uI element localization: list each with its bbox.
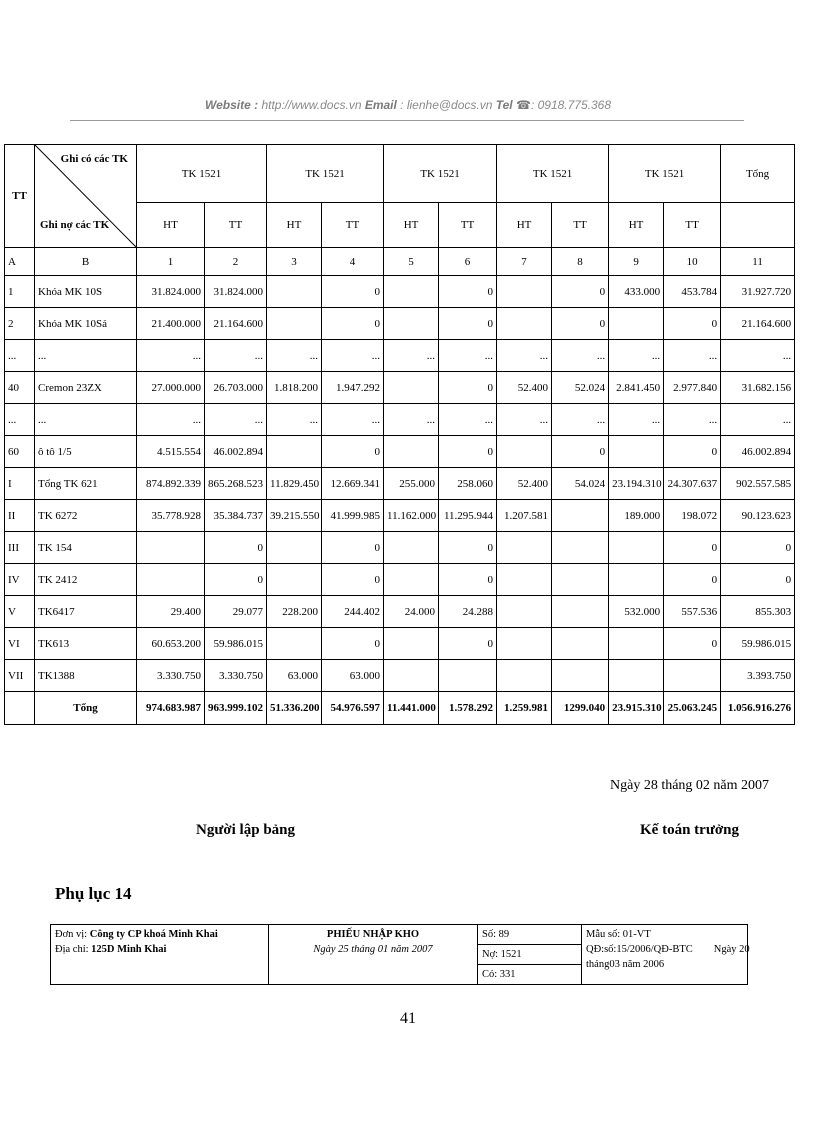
row-value: ...	[439, 340, 497, 372]
row-value: 0	[322, 628, 384, 660]
row-value: 0	[439, 628, 497, 660]
row-value	[609, 308, 664, 340]
column-index: B	[35, 248, 137, 276]
column-index: 11	[721, 248, 795, 276]
group-header: TK 1521	[384, 145, 497, 203]
subcolumn-header: TT	[322, 203, 384, 248]
row-item: ô tô 1/5	[35, 436, 137, 468]
row-value: 90.123.623	[721, 500, 795, 532]
total-header: Tổng	[721, 145, 795, 203]
diagonal-header-cell	[35, 145, 137, 248]
column-index: 10	[664, 248, 721, 276]
row-value: 46.002.894	[205, 436, 267, 468]
row-value: 258.060	[439, 468, 497, 500]
row-value: ...	[497, 404, 552, 436]
row-value: 0	[205, 532, 267, 564]
row-value: 12.669.341	[322, 468, 384, 500]
row-value: 11.829.450	[267, 468, 322, 500]
column-index: 9	[609, 248, 664, 276]
table-row	[5, 596, 795, 628]
row-number: 40	[5, 372, 35, 404]
row-item: TK 2412	[35, 564, 137, 596]
total-value	[5, 692, 35, 725]
row-value: 0	[664, 308, 721, 340]
row-value: ...	[137, 404, 205, 436]
row-value: ...	[439, 404, 497, 436]
row-value	[609, 532, 664, 564]
row-value: 0	[552, 276, 609, 308]
row-item: ...	[35, 340, 137, 372]
row-value	[267, 436, 322, 468]
row-value: 557.536	[664, 596, 721, 628]
row-value: 46.002.894	[721, 436, 795, 468]
row-value: ...	[322, 404, 384, 436]
row-value	[384, 628, 439, 660]
row-value	[384, 660, 439, 692]
row-value	[267, 308, 322, 340]
row-value	[609, 628, 664, 660]
receipt-debit: Nợ: 1521	[478, 945, 581, 965]
row-item: Khóa MK 10S	[35, 276, 137, 308]
row-value: 0	[664, 628, 721, 660]
row-value: 23.194.310	[609, 468, 664, 500]
address-label: Địa chỉ:	[55, 944, 92, 955]
address-value: 125D Minh Khai	[91, 944, 167, 955]
total-value: 1.578.292	[439, 692, 497, 725]
row-value	[137, 564, 205, 596]
row-value: 255.000	[384, 468, 439, 500]
row-value: 0	[439, 436, 497, 468]
subcolumn-header	[721, 203, 795, 248]
row-value	[664, 660, 721, 692]
row-value: ...	[552, 404, 609, 436]
row-value: ...	[552, 340, 609, 372]
subcolumn-header: HT	[267, 203, 322, 248]
row-value: 433.000	[609, 276, 664, 308]
subcolumn-header: HT	[137, 203, 205, 248]
column-index: 8	[552, 248, 609, 276]
row-value	[497, 308, 552, 340]
row-item: Khóa MK 10Sả	[35, 308, 137, 340]
tt-header: TT	[5, 145, 35, 248]
row-value: 3.330.750	[137, 660, 205, 692]
row-value: ...	[267, 404, 322, 436]
table-row	[5, 340, 795, 372]
subcolumn-header: HT	[497, 203, 552, 248]
chief-accountant-label: Kế toán trưởng	[640, 822, 739, 838]
total-value: 11.441.000	[384, 692, 439, 725]
row-value: 0	[439, 276, 497, 308]
row-value: 31.682.156	[721, 372, 795, 404]
table-row	[5, 404, 795, 436]
column-index: 5	[384, 248, 439, 276]
row-value: 855.303	[721, 596, 795, 628]
row-value: 0	[439, 372, 497, 404]
row-number: IV	[5, 564, 35, 596]
row-value: 2.977.840	[664, 372, 721, 404]
row-item: TK1388	[35, 660, 137, 692]
page-header	[0, 98, 816, 112]
receipt-unit-cell	[51, 925, 269, 985]
total-row	[5, 692, 795, 725]
row-value: 0	[322, 308, 384, 340]
row-value	[497, 660, 552, 692]
receipt-title: PHIẾU NHẬP KHO	[326, 929, 420, 940]
row-value	[384, 276, 439, 308]
row-value: 0	[721, 564, 795, 596]
row-value: 0	[322, 276, 384, 308]
row-value: 0	[664, 436, 721, 468]
row-value: 24.307.637	[664, 468, 721, 500]
row-value	[609, 660, 664, 692]
row-value: 39.215.550	[267, 500, 322, 532]
row-value	[384, 308, 439, 340]
row-value: 189.000	[609, 500, 664, 532]
row-value	[609, 564, 664, 596]
row-value: 228.200	[267, 596, 322, 628]
unit-label: Đơn vị:	[55, 929, 90, 940]
row-value: 198.072	[664, 500, 721, 532]
row-value: 3.330.750	[205, 660, 267, 692]
row-number: VI	[5, 628, 35, 660]
subcolumn-header: TT	[205, 203, 267, 248]
row-value: ...	[384, 404, 439, 436]
row-value	[552, 564, 609, 596]
row-value: 0	[664, 532, 721, 564]
row-value: 11.295.944	[439, 500, 497, 532]
row-number: II	[5, 500, 35, 532]
credit-accounts-label: Ghi có các TK	[60, 153, 128, 165]
row-value: 24.000	[384, 596, 439, 628]
row-value: 52.024	[552, 372, 609, 404]
row-value	[384, 372, 439, 404]
subcolumn-header: HT	[609, 203, 664, 248]
group-header: TK 1521	[137, 145, 267, 203]
row-value: 532.000	[609, 596, 664, 628]
row-value: 52.400	[497, 372, 552, 404]
row-item: Cremon 23ZX	[35, 372, 137, 404]
row-value	[497, 596, 552, 628]
row-value: 1.207.581	[497, 500, 552, 532]
table-row	[5, 660, 795, 692]
row-value: 865.268.523	[205, 468, 267, 500]
email-label: Email	[364, 98, 397, 112]
email-value: : lienhe@docs.vn	[396, 98, 496, 112]
row-value: 54.024	[552, 468, 609, 500]
table-row	[5, 628, 795, 660]
receipt-accounts-cell	[478, 925, 582, 985]
total-value: 23.915.310	[609, 692, 664, 725]
row-item: ...	[35, 404, 137, 436]
row-value: 0	[439, 532, 497, 564]
receipt-header-table	[50, 924, 748, 985]
receipt-title-cell	[269, 925, 478, 985]
row-value: 52.400	[497, 468, 552, 500]
table-row	[5, 532, 795, 564]
signature-date: Ngày 28 tháng 02 năm 2007	[610, 778, 770, 793]
row-value: ...	[205, 404, 267, 436]
column-index: A	[5, 248, 35, 276]
preparer-label: Người lập bảng	[196, 822, 296, 838]
row-value: 244.402	[322, 596, 384, 628]
row-item: Tổng TK 621	[35, 468, 137, 500]
column-index: 6	[439, 248, 497, 276]
row-value	[267, 628, 322, 660]
row-value: ...	[137, 340, 205, 372]
row-value: 63.000	[267, 660, 322, 692]
decision-date: tháng03 năm 2006	[586, 959, 665, 970]
receipt-form-cell	[582, 925, 748, 985]
website-label: Website :	[204, 98, 259, 112]
row-number: 60	[5, 436, 35, 468]
row-value: ...	[322, 340, 384, 372]
row-number: ...	[5, 340, 35, 372]
appendix-title: Phụ lục 14	[55, 884, 132, 903]
row-value	[552, 660, 609, 692]
row-value: 29.400	[137, 596, 205, 628]
row-value: ...	[609, 404, 664, 436]
row-value	[497, 436, 552, 468]
row-value	[137, 532, 205, 564]
row-value	[497, 276, 552, 308]
row-value	[439, 660, 497, 692]
receipt-credit: Có: 331	[482, 969, 516, 980]
total-value: 1.259.981	[497, 692, 552, 725]
row-value: 27.000.000	[137, 372, 205, 404]
row-value: 453.784	[664, 276, 721, 308]
row-value	[552, 500, 609, 532]
row-value: ...	[721, 404, 795, 436]
row-value: 0	[664, 564, 721, 596]
row-number: 1	[5, 276, 35, 308]
row-item: TK 6272	[35, 500, 137, 532]
row-value	[384, 436, 439, 468]
row-number: ...	[5, 404, 35, 436]
row-value: 874.892.339	[137, 468, 205, 500]
row-value: 35.778.928	[137, 500, 205, 532]
header-row-index	[5, 248, 795, 276]
table-row	[5, 564, 795, 596]
unit-value: Công ty CP khoá Minh Khai	[89, 929, 218, 940]
row-value: ...	[664, 340, 721, 372]
subcolumn-header: TT	[552, 203, 609, 248]
row-value	[609, 436, 664, 468]
row-value: 0	[552, 308, 609, 340]
row-value: ...	[205, 340, 267, 372]
row-item: TK613	[35, 628, 137, 660]
row-value: 0	[322, 532, 384, 564]
column-index: 7	[497, 248, 552, 276]
row-item: TK6417	[35, 596, 137, 628]
tel-value: : 0918.775.368	[530, 98, 612, 112]
row-item: TK 154	[35, 532, 137, 564]
column-index: 2	[205, 248, 267, 276]
subcolumn-header: TT	[439, 203, 497, 248]
row-value: 31.927.720	[721, 276, 795, 308]
total-value: 963.999.102	[205, 692, 267, 725]
row-value	[384, 532, 439, 564]
group-header: TK 1521	[497, 145, 609, 203]
column-index: 3	[267, 248, 322, 276]
total-value: 1299.040	[552, 692, 609, 725]
row-value: 0	[205, 564, 267, 596]
row-value: ...	[721, 340, 795, 372]
row-value	[267, 276, 322, 308]
row-value: 35.384.737	[205, 500, 267, 532]
row-value: 2.841.450	[609, 372, 664, 404]
row-value: 59.986.015	[205, 628, 267, 660]
table-row	[5, 468, 795, 500]
table-row	[5, 500, 795, 532]
row-value: 11.162.000	[384, 500, 439, 532]
row-value: 1.818.200	[267, 372, 322, 404]
row-value: 21.164.600	[721, 308, 795, 340]
row-value	[267, 532, 322, 564]
row-value: 1.947.292	[322, 372, 384, 404]
row-value: 21.400.000	[137, 308, 205, 340]
subcolumn-header: TT	[664, 203, 721, 248]
row-value: 0	[322, 564, 384, 596]
row-value	[497, 532, 552, 564]
total-value: 1.056.916.276	[721, 692, 795, 725]
row-value: ...	[384, 340, 439, 372]
table-row	[5, 308, 795, 340]
row-value: 26.703.000	[205, 372, 267, 404]
row-number: III	[5, 532, 35, 564]
total-value: 51.336.200	[267, 692, 322, 725]
group-header: TK 1521	[267, 145, 384, 203]
row-value: 63.000	[322, 660, 384, 692]
row-value: 3.393.750	[721, 660, 795, 692]
table-body	[5, 276, 795, 692]
receipt-number: Số: 89	[478, 925, 581, 945]
row-number: 2	[5, 308, 35, 340]
debit-accounts-label: Ghi nợ các TK	[40, 219, 110, 231]
row-value: 0	[721, 532, 795, 564]
form-number: Mẫu số: 01-VT	[586, 929, 651, 940]
row-value: 31.824.000	[137, 276, 205, 308]
total-label: Tổng	[35, 692, 137, 725]
table-row	[5, 372, 795, 404]
row-value	[267, 564, 322, 596]
row-value	[497, 628, 552, 660]
group-header: TK 1521	[609, 145, 721, 203]
allocation-table	[4, 144, 795, 725]
row-value: 0	[439, 564, 497, 596]
row-value: ...	[609, 340, 664, 372]
row-value	[384, 564, 439, 596]
table-row	[5, 436, 795, 468]
receipt-date: Ngày 25 tháng 01 năm 2007	[313, 944, 433, 955]
row-value	[497, 564, 552, 596]
row-value: 60.653.200	[137, 628, 205, 660]
total-value: 25.063.245	[664, 692, 721, 725]
page-number: 41	[400, 1010, 416, 1027]
row-value: 902.557.585	[721, 468, 795, 500]
header-divider	[70, 120, 744, 121]
row-number: I	[5, 468, 35, 500]
row-value: 0	[439, 308, 497, 340]
row-value: 41.999.985	[322, 500, 384, 532]
row-value: 0	[552, 436, 609, 468]
tel-label: Tel ☎	[495, 98, 531, 112]
row-value	[552, 628, 609, 660]
row-value: 29.077	[205, 596, 267, 628]
header-row-accounts	[5, 145, 795, 203]
decision-number: QĐ:số:15/2006/QĐ-BTC Ngày 20	[586, 944, 750, 955]
total-value: 54.976.597	[322, 692, 384, 725]
total-value: 974.683.987	[137, 692, 205, 725]
row-value: 24.288	[439, 596, 497, 628]
subcolumn-header: HT	[384, 203, 439, 248]
row-value: 4.515.554	[137, 436, 205, 468]
row-number: VII	[5, 660, 35, 692]
row-value: 59.986.015	[721, 628, 795, 660]
row-value: ...	[664, 404, 721, 436]
row-value: ...	[267, 340, 322, 372]
column-index: 1	[137, 248, 205, 276]
row-value: 21.164.600	[205, 308, 267, 340]
row-value: ...	[497, 340, 552, 372]
row-number: V	[5, 596, 35, 628]
table-row	[5, 276, 795, 308]
row-value	[552, 532, 609, 564]
website-value: http://www.docs.vn	[258, 98, 365, 112]
row-value: 31.824.000	[205, 276, 267, 308]
row-value: 0	[322, 436, 384, 468]
row-value	[552, 596, 609, 628]
column-index: 4	[322, 248, 384, 276]
